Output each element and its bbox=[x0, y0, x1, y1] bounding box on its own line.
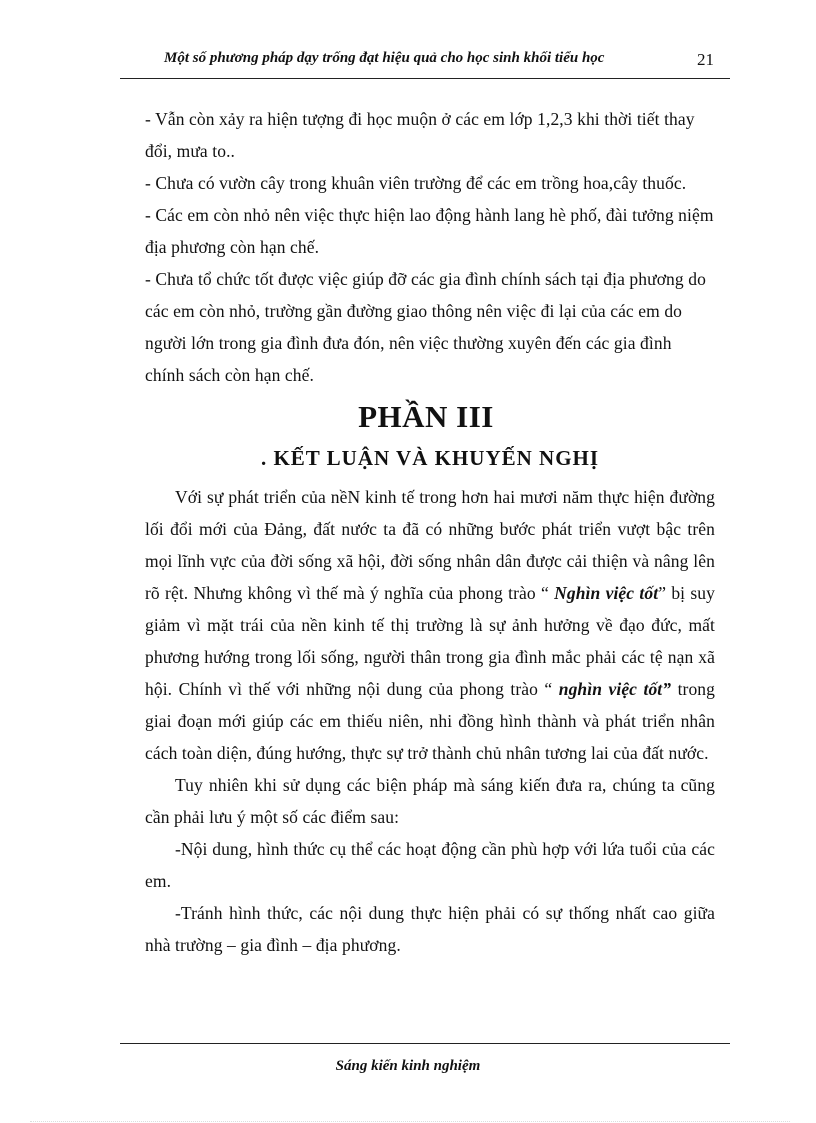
paragraph-text: trong giai đoạn mới giúp các em thiếu niên, nhi đồng hình thành và phát triển nhân cách toàn diện, đúng hướng, thực sự trở thành chủ nhân tương lai của đất nước. bbox=[145, 679, 716, 763]
page-footer: Sáng kiến kinh nghiệm bbox=[335, 1058, 481, 1074]
emphasis-text: nghìn việc tốt” bbox=[558, 679, 672, 699]
bullet-item: - Các em còn nhỏ nên việc thực hiện lao động hành lang hè phố, đài tưởng niệm địa phương còn hạn chế. bbox=[145, 205, 714, 257]
bullet-item: - Vẫn còn xảy ra hiện tượng đi học muộn ở các em lớp 1,2,3 khi thời tiết thay đổi, mưa to.. bbox=[145, 109, 695, 161]
paragraph-text: ” bị suy giảm vì mặt trái của nền kinh tế thị trường là sự ảnh hưởng về đạo đức, mất phương hướng trong lối sống, người thân trong gia đình mắc phải các tệ nạn xã hội. Chính vì thế với những nội dung của phong trào “ bbox=[145, 583, 715, 699]
conclusion-paragraph-3: -Nội dung, hình thức cụ thể các hoạt động cần phù hợp với lứa tuổi của các em. bbox=[145, 839, 715, 891]
page-body bbox=[145, 103, 715, 961]
conclusion-paragraph-4: -Tránh hình thức, các nội dung thực hiện phải có sự thống nhất cao giữa nhà trường – gia đình – địa phương. bbox=[145, 903, 715, 955]
section-title: . KẾT LUẬN VÀ KHUYẾN NGHỊ bbox=[260, 446, 600, 470]
header-rule bbox=[120, 78, 730, 79]
bullet-item: - Chưa tổ chức tốt được việc giúp đỡ các gia đình chính sách tại địa phương do các em còn nhỏ, trường gần đường giao thông nên việc đi lại của các em do người lớn trong gia đình đưa đón, nên việc thường xuyên đến các gia đình chính sách còn hạn chế. bbox=[145, 269, 706, 385]
part-title: PHẦN III bbox=[358, 399, 494, 434]
conclusion-paragraph-2: Tuy nhiên khi sử dụng các biện pháp mà sáng kiến đưa ra, chúng ta cũng cần phải lưu ý một số các điểm sau: bbox=[145, 775, 715, 827]
conclusion-paragraph-1 bbox=[145, 481, 715, 769]
page-edge-divider bbox=[30, 1121, 790, 1122]
paragraph-text: Với sự phát triển của nềN kinh tế trong hơn hai mươi năm thực hiện đường lối đổi mới của Đảng, đất nước ta đã có những bước phát triển vượt bậc trên mọi lĩnh vực của đời sống xã hội, đời sống nhân dân được cải thiện và nâng lên rõ rệt. Nhưng không vì thế mà ý nghĩa của phong trào “ bbox=[145, 487, 715, 603]
page-number: 21 bbox=[697, 50, 714, 69]
footer-rule bbox=[120, 1043, 730, 1044]
emphasis-text: Nghìn việc tốt bbox=[554, 583, 659, 603]
header-title: Một số phương pháp dạy trống đạt hiệu quả cho học sinh khối tiểu học bbox=[164, 50, 605, 66]
bullet-item: - Chưa có vườn cây trong khuân viên trường để các em trồng hoa,cây thuốc. bbox=[145, 173, 687, 193]
page-header bbox=[120, 48, 730, 72]
